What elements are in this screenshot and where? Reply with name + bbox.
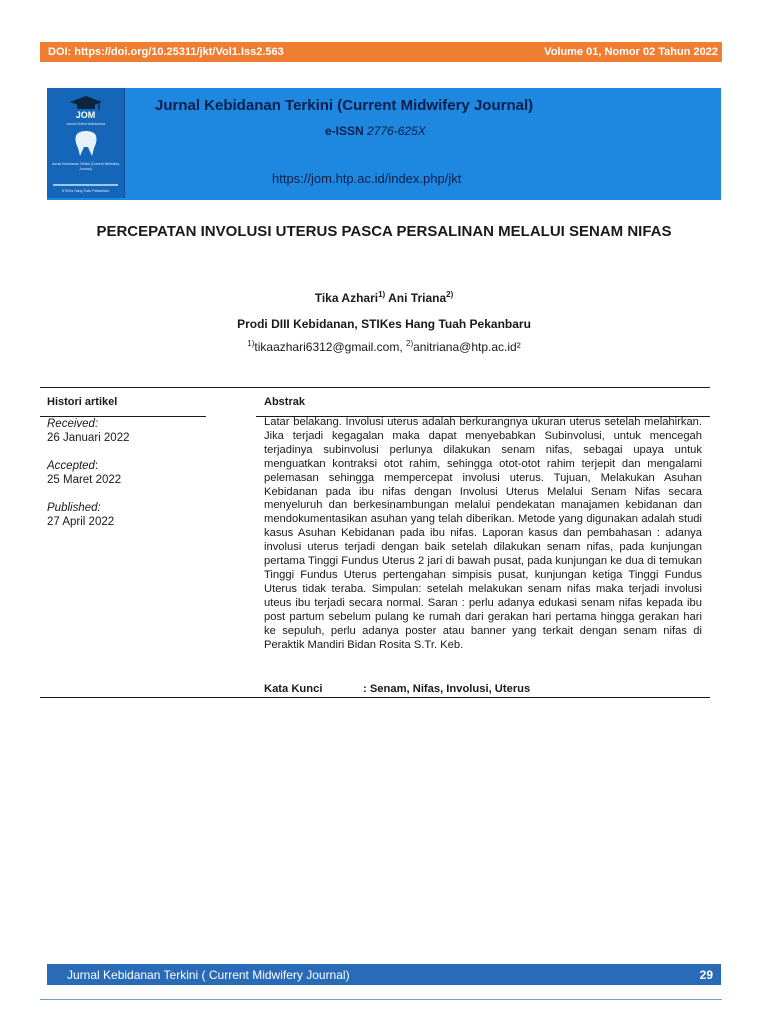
email-1[interactable]: tikaazhari6312@gmail.com, (254, 340, 406, 354)
abstract-body (264, 416, 702, 652)
author-2-sup: 2) (446, 290, 454, 299)
journal-cover-image (47, 88, 125, 198)
email-1-sup: 1) (247, 339, 255, 348)
accepted-colon: : (94, 460, 99, 472)
email-2-sup: 2) (406, 339, 414, 348)
table-bottom-rule (40, 697, 710, 698)
history-heading: Histori artikel (47, 396, 118, 408)
abstract-text: Latar belakang. Involusi uterus adalah berkurangnya ukuran uterus setelah melahirkan. Jika terjadi kegagalan maka dapat menyebabkan Subinvolusi, untuk mencegah terjadinya subinvolusi perlunya dilakukan senam nifas, sebagai upaya untuk menguatkan kontraksi otot rahim, sehingga otot-otot rahim terjepit dan mengalami pelemasan sehingga mempercepat involusi uterus. Tujuan, Melakukan Asuhan Kebidanan pada ibu nifas dengan Involusi Uterus Melalui Senam Nifas secara menyeluruh dan berkesinambungan melalui pendekatan manajamen kebidanan dan mendokumentasikan asuhan yang telah diberikan. Metode yang digunakan adalah studi kasus Asuhan Kebidanan pada ibu nifas. Laporan kasus dan pembahasan : adanya involusi uterus terjadi dengan baik setelah dilakukan senam nifas, pada kunjungan pertama Tinggi Fundus Uterus 2 jari di bawah pusat, pada kunjungan ke dua di temukan Tinggi Fundus Uterus pertengahan simpisis pusat, kunjungan ketiga Tinggi Fundus Uterus tidak teraba. Simpulan: setelah melakukan senam nifas maka terjadi involusi uteus ibu terjadi secara normal. Saran : perlu adanya edukasi senam nifas kepada ibu post partum sebelum pulang ke rumah dari gerakan hari pertama hingga gerakan hari ke sepuluh, perlu adanya poster atau banner yang terkait dengan senam nifas di Peraktik Mandiri Bidan Rosita S.Tr. Keb. (264, 416, 702, 651)
issn-label: e-ISSN (325, 124, 364, 138)
accepted-date: 25 Maret 2022 (47, 474, 122, 486)
cover-subtitle: Jurnal Online Mahasiswa (65, 122, 106, 126)
emails (0, 340, 768, 354)
published-block (47, 501, 114, 529)
page-number: 29 (699, 967, 713, 982)
volume-info: Volume 01, Nomor 02 Tahun 2022 (544, 46, 718, 58)
published-date: 27 April 2022 (47, 516, 115, 528)
keywords-label: Kata Kunci (264, 683, 323, 695)
received-label: Received: (47, 418, 99, 430)
cover-journal-name: Jurnal Kebidanan Terkini (Current Midwifery Journal) (51, 162, 120, 171)
footer-journal-name: Jurnal Kebidanan Terkini ( Current Midwifery Journal) (67, 967, 350, 982)
page-footer (47, 964, 721, 985)
accepted-label: Accepted (47, 460, 95, 472)
journal-issn (325, 124, 426, 138)
article-title: PERCEPATAN INVOLUSI UTERUS PASCA PERSALINAN MELALUI SENAM NIFAS (96, 223, 672, 240)
footer-rule (40, 999, 722, 1000)
received-date: 26 Januari 2022 (47, 432, 130, 444)
author-1-sup: 1) (378, 290, 386, 299)
doi-bar (40, 42, 722, 62)
keywords (264, 683, 530, 695)
tooth-icon (73, 130, 99, 158)
abstract-heading: Abstrak (264, 396, 305, 408)
email-2[interactable]: anitriana@htp.ac.id² (413, 340, 521, 354)
journal-title: Jurnal Kebidanan Terkini (Current Midwifery Journal) (155, 97, 534, 114)
keywords-list: : Senam, Nifas, Involusi, Uterus (363, 683, 531, 695)
doi-link[interactable]: DOI: https://doi.org/10.25311/jkt/Vol1.Iss2.563 (48, 46, 284, 58)
author-1: Tika Azhari (314, 291, 379, 305)
published-label: Published: (47, 502, 101, 514)
received-block (47, 417, 129, 445)
issn-value: 2776-625X (367, 124, 426, 138)
authors (0, 291, 768, 305)
journal-url[interactable]: https://jom.htp.ac.id/index.php/jkt (272, 171, 462, 186)
cover-divider (53, 184, 118, 186)
table-top-rule (40, 387, 710, 388)
accepted-block (47, 459, 121, 487)
author-2: Ani Triana (385, 291, 447, 305)
affiliation: Prodi DIII Kebidanan, STIKes Hang Tuah Pekanbaru (237, 317, 531, 331)
cover-publisher: STIKes Hang Tuah Pekanbaru (61, 189, 110, 193)
cover-brand: JOM (75, 110, 96, 120)
